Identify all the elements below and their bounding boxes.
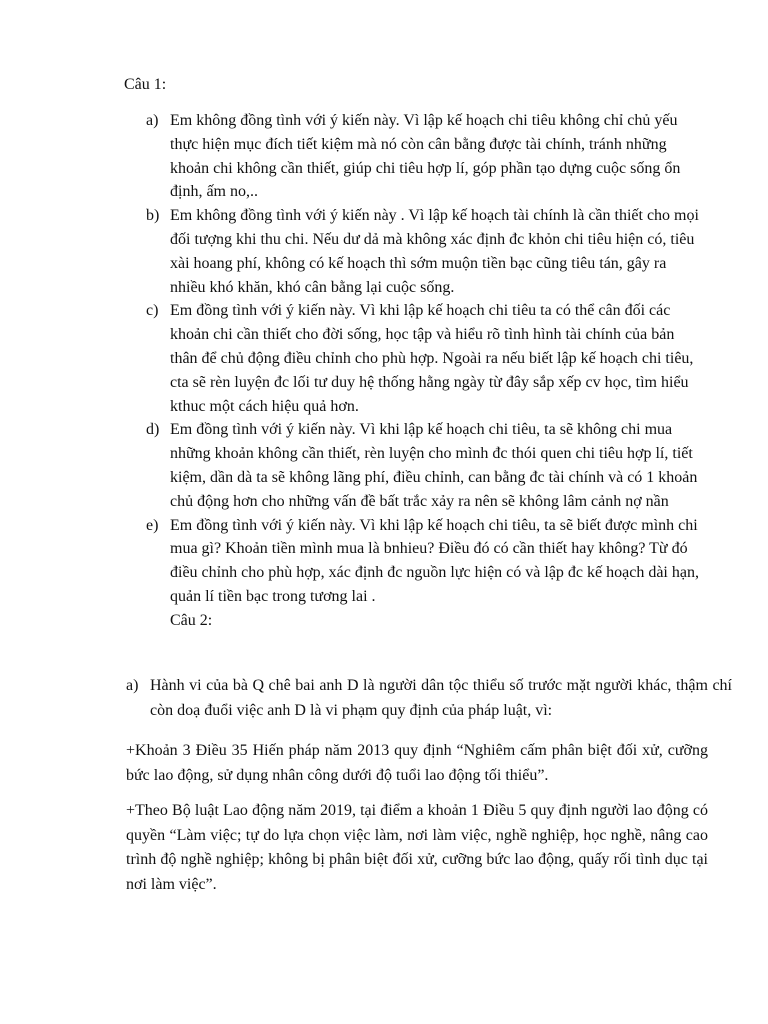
answer-text: Em đồng tình với ý kiến này. Vì khi lập kế hoạch chi tiêu ta có thể cân đối các khoản chi cần thiết cho đời sống, học tập và hiểu rõ tình hình tài chính của bản thân để chủ động điều chỉnh cho phù hợp. Ngoài ra nếu biết lập kế hoạch chi tiêu, cta sẽ rèn luyện đc lối tư duy hệ thống hằng ngày từ đây sắp xếp cv học, tìm hiểu kthuc một cách hiệu quả hơn. <box>170 302 694 415</box>
list-marker: e) <box>146 516 159 534</box>
list-marker: b) <box>146 207 160 225</box>
answer-item-d <box>124 418 704 513</box>
question-2-title: Câu 2: <box>170 611 213 629</box>
answer-text: Em đồng tình với ý kiến này. Vì khi lập kế hoạch chi tiêu, ta sẽ biết được mình chi mua gì? Khoản tiền mình mua là bnhieu? Điều đó có cần thiết hay không? Từ đó điều chỉnh cho phù hợp, xác định đc nguồn lực hiện có và lập đc kế hoạch dài hạn, quản lí tiền bạc trong tương lai . <box>170 516 699 605</box>
answer-text: Em không đồng tình với ý kiến này. Vì lập kế hoạch chi tiêu không chỉ chủ yếu thực hiện mục đích tiết kiệm mà nó còn cân bằng được tài chính, tránh những khoản chi không cần thiết, giúp chi tiêu hợp lí, góp phần tạo dựng cuộc sống ổn định, ấm no,.. <box>170 112 681 201</box>
answer-text: Hành vi của bà Q chê bai anh D là người dân tộc thiểu số trước mặt người khác, thậm chí còn doạ đuổi việc anh D là vi phạm quy định của pháp luật, vì: <box>150 677 732 719</box>
question-1-title: Câu 1: <box>124 76 167 93</box>
list-marker: a) <box>126 677 139 694</box>
answer-item-b <box>124 204 704 299</box>
answer-item-e <box>124 514 704 633</box>
answer-text: Em đồng tình với ý kiến này. Vì khi lập kế hoạch chi tiêu, ta sẽ không chi mua những khoản không cần thiết, rèn luyện cho mình đc thói quen chi tiêu hợp lí, tiết kiệm, dần dà ta sẽ không lãng phí, điều chỉnh, can bằng đc tài chính và có 1 khoản chủ động hơn cho những vấn đề bất trắc xảy ra nên sẽ không lâm cảnh nợ nần <box>170 421 698 510</box>
legal-paragraph-labor-code: +Theo Bộ luật Lao động năm 2019, tại điểm a khoản 1 Điều 5 quy định người lao động có quyền “Làm việc; tự do lựa chọn việc làm, nơi làm việc, nghề nghiệp, học nghề, nâng cao trình độ nghề nghiệp; không bị phân biệt đối xử, cưỡng bức lao động, quấy rối tình dục tại nơi làm việc”. <box>126 802 708 893</box>
answer-item-a <box>124 109 704 204</box>
question-1-answer-list <box>124 109 704 633</box>
list-marker: c) <box>146 302 159 320</box>
question-2-item-a <box>126 674 732 723</box>
list-marker: d) <box>146 421 160 439</box>
list-marker: a) <box>146 112 159 129</box>
answer-item-c <box>124 299 704 418</box>
legal-paragraph-constitution: +Khoản 3 Điều 35 Hiến pháp năm 2013 quy định “Nghiêm cấm phân biệt đối xử, cưỡng bức lao động, sử dụng nhân công dưới độ tuổi lao động tối thiểu”. <box>126 742 708 784</box>
answer-text: Em không đồng tình với ý kiến này . Vì lập kế hoạch tài chính là cần thiết cho mọi đối tượng khi thu chi. Nếu dư dả mà không xác định đc khỏn chi tiêu hiện có, tiêu xài hoang phí, không có kế hoạch thì sớm muộn tiền bạc cũng tiêu tán, gây ra nhiều khó khăn, khó cân bằng lại cuộc sống. <box>170 207 699 296</box>
